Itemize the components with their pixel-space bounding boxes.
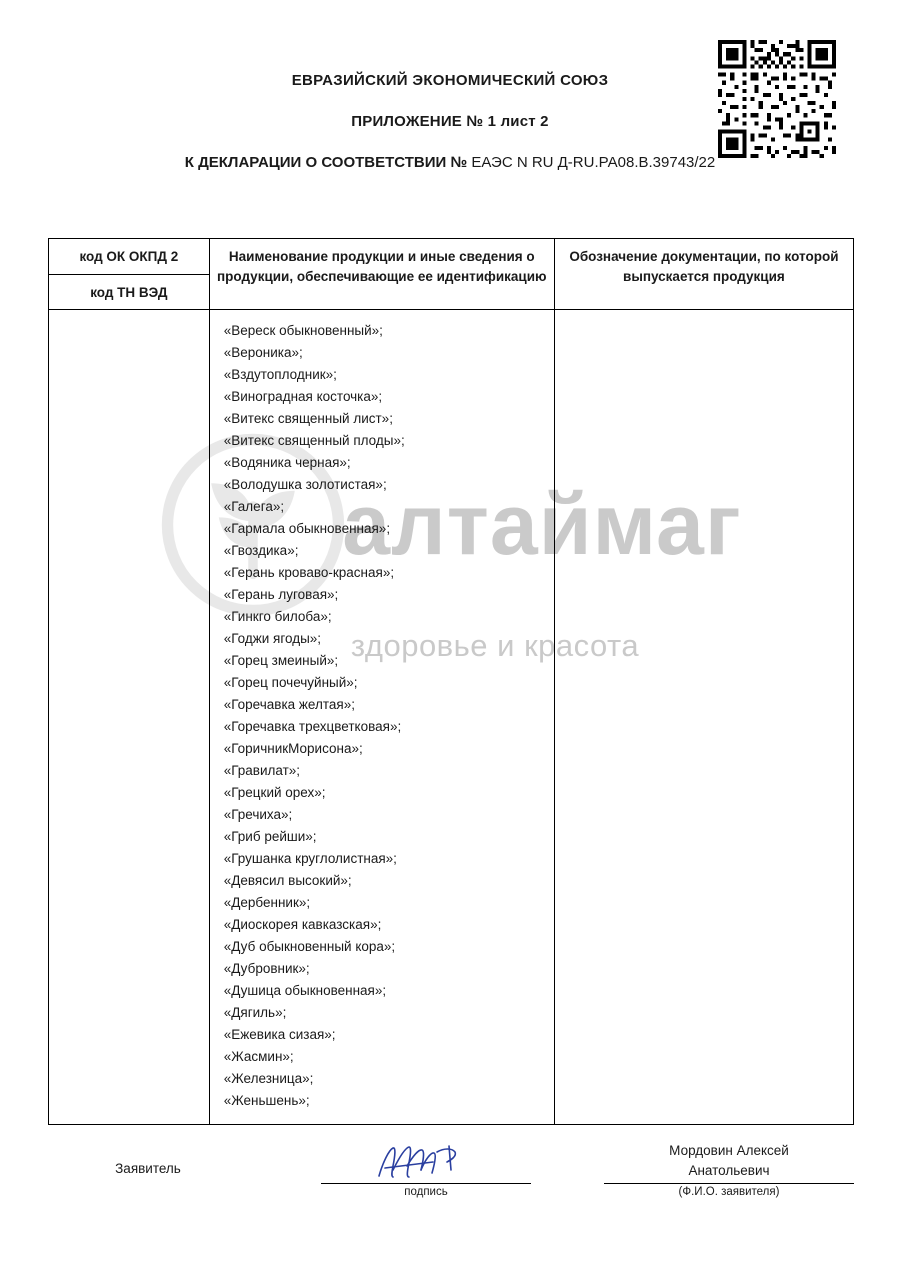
product-table [48,238,854,1125]
applicant-label: Заявитель [115,1161,181,1176]
list-item: «Годжи ягоды»; [223,631,322,647]
table-row [49,310,854,1125]
list-item: «Дуб обыкновенный кора»; [223,939,396,955]
table-header-row [49,239,854,310]
list-item: «Дербенник»; [223,895,311,911]
list-item: «Водяника черная»; [223,455,351,471]
qr-code-icon [718,40,836,158]
list-item: «Герань луговая»; [223,587,339,603]
applicant-name-area [604,1142,854,1198]
list-item: «Дягиль»; [223,1005,287,1021]
list-item: «Грецкий орех»; [223,785,326,801]
list-item: «Вздутоплодник»; [223,367,337,383]
declaration-label: К ДЕКЛАРАЦИИ О СООТВЕТСТВИИ № [184,154,472,171]
signature-caption: подпись [404,1186,448,1198]
applicant-name-line2: Анатольевич [688,1162,770,1178]
list-item: «Гравилат»; [223,763,301,779]
list-item: «Вереск обыкновенный»; [223,323,383,339]
list-item: «Девясил высокий»; [223,873,352,889]
list-item: «Жасмин»; [223,1049,294,1065]
list-item: «Герань кроваво-красная»; [223,565,395,581]
list-item: «Галега»; [223,499,285,515]
signature-block [48,1140,854,1198]
list-item: «Горец змеиный»; [223,653,339,669]
list-item: «Грушанка круглолистная»; [223,851,397,867]
watermark-subtitle: здоровье и красота [350,628,640,663]
list-item: «Женьшень»; [223,1093,310,1109]
header-cell-product-name: Наименование продукции и иные сведения о продукции, обеспечивающие ее идентификацию [209,239,554,310]
list-item: «ГоричникМорисона»; [223,741,363,757]
list-item: «Витекс священный плоды»; [223,433,405,449]
product-list [216,320,548,1112]
list-item: «Гармала обыкновенная»; [223,521,391,537]
applicant-caption: (Ф.И.О. заявителя) [678,1186,780,1198]
list-item: «Ежевика сизая»; [223,1027,336,1043]
list-item: «Дубровник»; [223,961,310,977]
header-okpd-code: код ОК ОКПД 2 [49,239,209,275]
header-union-title: ЕВРАЗИЙСКИЙ ЭКОНОМИЧЕСКИЙ СОЮЗ [291,72,609,89]
list-item: «Гинкго билоба»; [223,609,332,625]
header-tnved-code: код ТН ВЭД [90,284,168,300]
list-item: «Душица обыкновенная»; [223,983,387,999]
cell-product-list [209,310,554,1125]
list-item: «Витекс священный лист»; [223,411,393,427]
watermark-text: алтаймаг [342,477,742,573]
declaration-number: ЕАЭС N RU Д-RU.РА08.В.39743/22 [471,154,716,171]
list-item: «Горечавка желтая»; [223,697,355,713]
header-cell-documentation: Обозначение документации, по которой выпускается продукция [554,239,853,310]
list-item: «Диоскорея кавказская»; [223,917,382,933]
list-item: «Горечавка трехцветковая»; [223,719,402,735]
applicant-name-line1: Мордовин Алексей [669,1142,789,1158]
header-annex-title: ПРИЛОЖЕНИЕ № 1 лист 2 [351,113,549,130]
cell-documentation [554,310,853,1125]
header-cell-codes [49,239,210,310]
list-item: «Железница»; [223,1071,314,1087]
cell-codes [49,310,210,1125]
list-item: «Горец почечуйный»; [223,675,358,691]
list-item: «Виноградная косточка»; [223,389,383,405]
list-item: «Гречиха»; [223,807,293,823]
list-item: «Володушка золотистая»; [223,477,387,493]
list-item: «Гриб рейши»; [223,829,317,845]
signature-icon [321,1140,531,1182]
list-item: «Вероника»; [223,345,303,361]
list-item: «Гвоздика»; [223,543,299,559]
signature-area [321,1140,531,1198]
